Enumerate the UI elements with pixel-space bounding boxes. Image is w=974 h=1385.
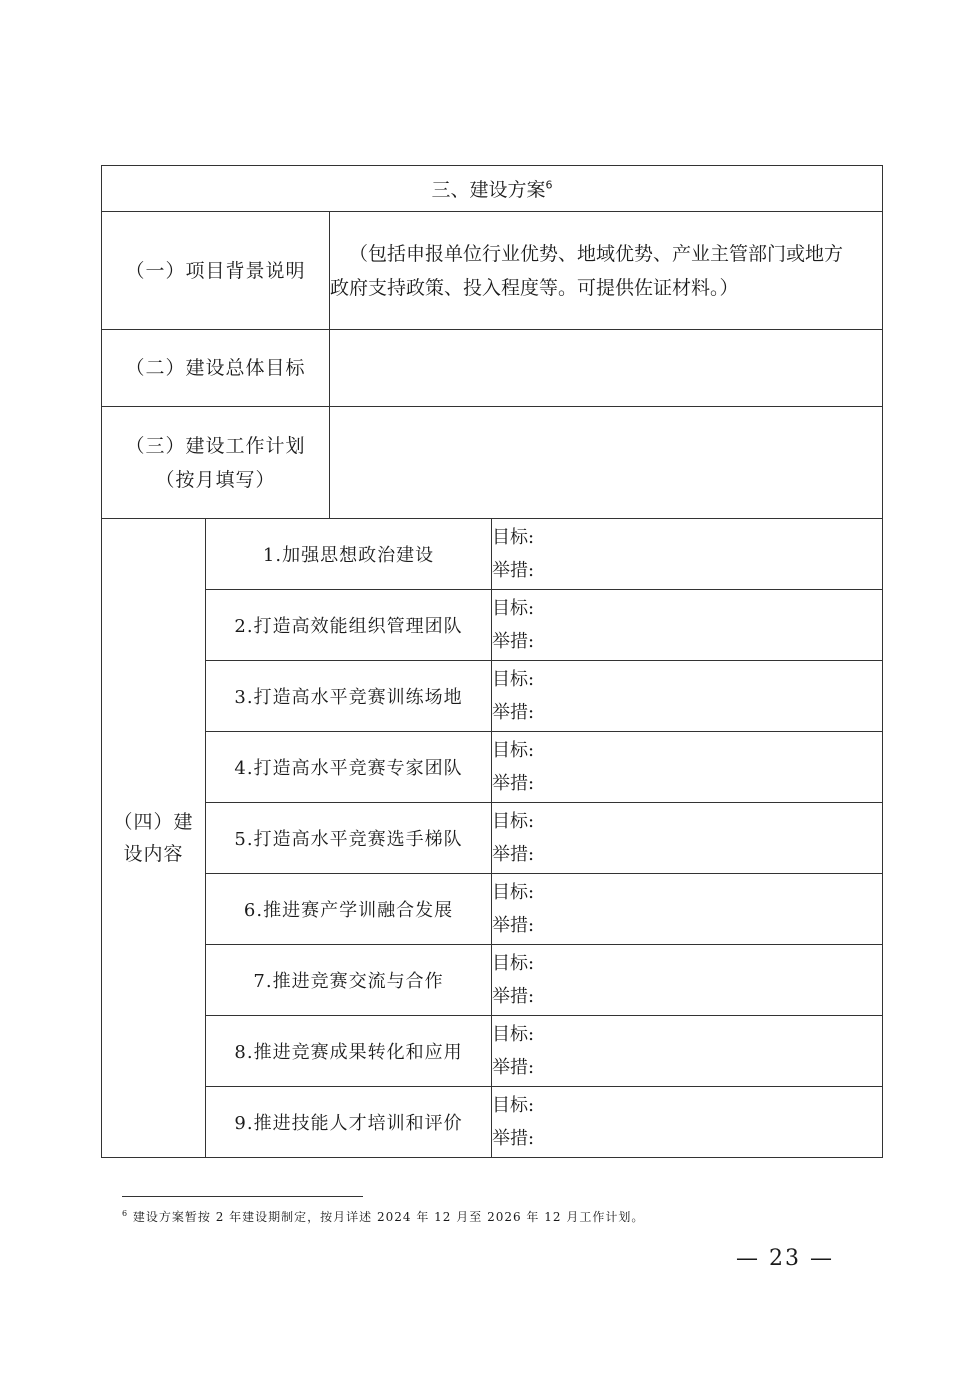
section-4-row bbox=[102, 732, 883, 803]
section-4-row bbox=[102, 661, 883, 732]
construction-item: 9.推进技能人才培训和评价 bbox=[206, 1087, 492, 1158]
footnote-marker: 6 bbox=[122, 1209, 129, 1218]
table-title bbox=[102, 166, 883, 212]
section-3-label-line-1: （三）建设工作计划 bbox=[125, 434, 306, 457]
section-1-label bbox=[102, 212, 330, 330]
measure-label: 举措: bbox=[492, 631, 535, 652]
section-2-label-text: （二）建设总体目标 bbox=[125, 357, 306, 379]
goal-measure-cell bbox=[492, 803, 883, 874]
goal-label: 目标: bbox=[492, 527, 535, 548]
measure-label: 举措: bbox=[492, 773, 535, 794]
measure-label: 举措: bbox=[492, 702, 535, 723]
goal-measure-cell bbox=[492, 519, 883, 590]
goal-measure-cell bbox=[492, 661, 883, 732]
footnote-text: 建设方案暂按 2 年建设期制定，按月详述 2024 年 12 月至 2026 年 12 月工作计划。 bbox=[132, 1210, 645, 1224]
goal-label: 目标: bbox=[492, 740, 535, 761]
footnote-ref: 6 bbox=[545, 178, 553, 192]
section-4-row bbox=[102, 803, 883, 874]
construction-item: 1.加强思想政治建设 bbox=[206, 519, 492, 590]
goal-measure-cell bbox=[492, 1087, 883, 1158]
section-2-content bbox=[330, 330, 883, 407]
section-4-label-line-1: （四）建 bbox=[113, 811, 194, 833]
measure-label: 举措: bbox=[492, 844, 535, 865]
goal-measure-cell bbox=[492, 590, 883, 661]
goal-label: 目标: bbox=[492, 953, 535, 974]
goal-label: 目标: bbox=[492, 669, 535, 690]
goal-label: 目标: bbox=[492, 882, 535, 903]
section-1-note-line-2: 政府支持政策、投入程度等。可提供佐证材料。） bbox=[330, 276, 739, 299]
goal-measure-cell bbox=[492, 874, 883, 945]
goal-label: 目标: bbox=[492, 598, 535, 619]
section-1-note-line-1: （包括申报单位行业优势、地域优势、产业主管部门或地方 bbox=[349, 242, 844, 265]
footnote-rule bbox=[122, 1196, 363, 1197]
footnote bbox=[122, 1208, 644, 1225]
section-4-label-line-2: 设内容 bbox=[123, 843, 184, 865]
section-1-label-text: （一）项目背景说明 bbox=[125, 259, 306, 282]
construction-item: 8.推进竞赛成果转化和应用 bbox=[206, 1016, 492, 1087]
construction-item: 5.打造高水平竞赛选手梯队 bbox=[206, 803, 492, 874]
section-4-row bbox=[102, 945, 883, 1016]
section-3-label bbox=[102, 407, 330, 519]
construction-item: 4.打造高水平竞赛专家团队 bbox=[206, 732, 492, 803]
section-4-row bbox=[102, 874, 883, 945]
measure-label: 举措: bbox=[492, 1128, 535, 1149]
measure-label: 举措: bbox=[492, 1057, 535, 1078]
construction-item: 2.打造高效能组织管理团队 bbox=[206, 590, 492, 661]
section-4-row bbox=[102, 1087, 883, 1158]
section-4-row bbox=[102, 1016, 883, 1087]
goal-measure-cell bbox=[492, 945, 883, 1016]
section-3-label-line-2: （按月填写） bbox=[155, 468, 276, 491]
goal-label: 目标: bbox=[492, 1024, 535, 1045]
measure-label: 举措: bbox=[492, 560, 535, 581]
construction-plan-table bbox=[101, 165, 883, 1158]
measure-label: 举措: bbox=[492, 915, 535, 936]
construction-item: 7.推进竞赛交流与合作 bbox=[206, 945, 492, 1016]
section-4-row bbox=[102, 590, 883, 661]
page-number: — 23 — bbox=[736, 1246, 834, 1271]
goal-label: 目标: bbox=[492, 811, 535, 832]
section-3-content bbox=[330, 407, 883, 519]
goal-measure-cell bbox=[492, 1016, 883, 1087]
section-4-row bbox=[102, 519, 883, 590]
measure-label: 举措: bbox=[492, 986, 535, 1007]
construction-item: 3.打造高水平竞赛训练场地 bbox=[206, 661, 492, 732]
section-1-note bbox=[330, 212, 883, 330]
construction-item: 6.推进赛产学训融合发展 bbox=[206, 874, 492, 945]
goal-label: 目标: bbox=[492, 1095, 535, 1116]
section-4-label bbox=[102, 519, 206, 1158]
section-2-label bbox=[102, 330, 330, 407]
goal-measure-cell bbox=[492, 732, 883, 803]
table-title-text: 三、建设方案 bbox=[431, 179, 546, 201]
